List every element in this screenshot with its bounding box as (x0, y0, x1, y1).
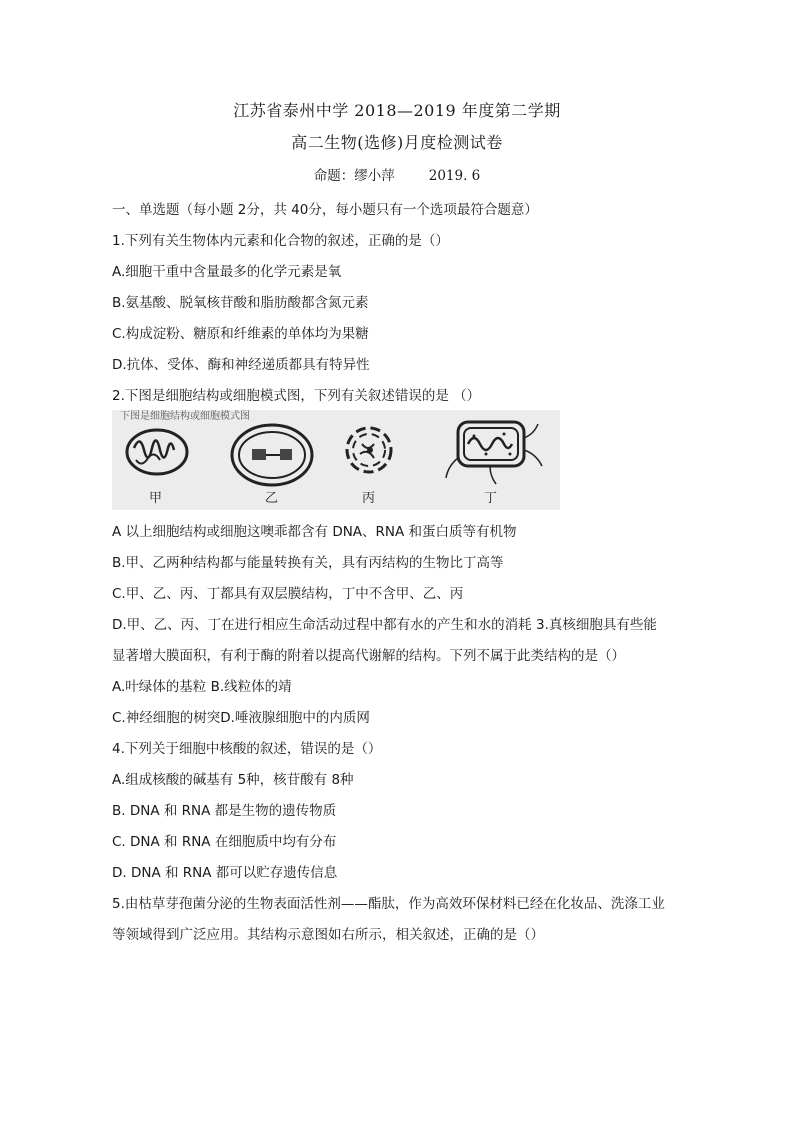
school-term-title: 江苏省泰州中学 2018—2019 年度第二学期 (233, 101, 561, 120)
exam-title: 高二生物(选修)月度检测试卷 (291, 133, 503, 152)
q2-option-b: B.甲、乙两种结构都与能量转换有关，具有丙结构的生物比丁高等 (112, 555, 504, 571)
q3-stem-line2: 显著增大膜面积，有利于酶的附着以提高代谢解的结构。下列不属于此类结构的是（） (112, 648, 625, 664)
q2-option-d-line1: D.甲、乙、丙、丁在进行相应生命活动过程中都有水的产生和水的消耗 3.真核细胞具有些能 (112, 617, 657, 633)
label-ding: 丁 (484, 491, 498, 506)
figure-header-text: 下图是细胞结构或细胞模式图 (120, 411, 250, 422)
section-heading: 一、单选题（每小题 2分，共 40分，每小题只有一个选项最符合题意） (112, 202, 538, 218)
label-jia: 甲 (149, 491, 163, 506)
q4-option-a: A.组成核酸的碱基有 5种，核苷酸有 8种 (112, 772, 354, 788)
q5-stem-line2: 等领域得到广泛应用。其结构示意图如右所示，相关叙述，正确的是（） (112, 927, 544, 943)
chloroplast-diagram (232, 425, 312, 485)
q3-options-cd: C.神经细胞的树突D.唾液腺细胞中的内质网 (112, 710, 370, 726)
author-line (0, 164, 794, 184)
q2-option-a: A 以上细胞结构或细胞这噢乖都含有 DNA、RNA 和蛋白质等有机物 (112, 524, 517, 540)
q4-option-d: D. DNA 和 RNA 都可以贮存遗传信息 (112, 865, 338, 881)
author-name: 命题：缪小萍 (313, 168, 395, 184)
q4-option-b: B. DNA 和 RNA 都是生物的遗传物质 (112, 803, 337, 819)
mitochondrion-diagram (127, 430, 187, 474)
bacterium-diagram (446, 422, 542, 484)
label-bing: 丙 (362, 491, 376, 506)
nucleus-diagram (347, 428, 391, 472)
q3-options-ab: A.叶绿体的基粒 B.线粒体的靖 (112, 679, 292, 695)
q5-stem-line1: 5.由枯草芽孢菌分泌的生物表面活性剂——酯肽，作为高效环保材料已经在化妆品、洗涤工业 (112, 896, 665, 912)
q4-option-c: C. DNA 和 RNA 在细胞质中均有分布 (112, 834, 337, 850)
cell-diagrams (112, 410, 560, 510)
q1-option-a: A.细胞干重中含量最多的化学元素是氧 (112, 264, 342, 280)
q2-stem: 2.下图是细胞结构或细胞模式图，下列有关叙述错误的是 （） (112, 388, 481, 404)
q1-option-b: B.氨基酸、脱氧核苷酸和脂肪酸都含氮元素 (112, 295, 369, 311)
exam-date: 2019. 6 (428, 168, 481, 184)
q1-option-d: D.抗体、受体、酶和神经递质都具有特异性 (112, 357, 370, 373)
q1-stem: 1.下列有关生物体内元素和化合物的叙述，正确的是（） (112, 233, 449, 249)
q1-option-c: C.构成淀粉、糖原和纤维素的单体均为果糖 (112, 326, 369, 342)
cell-structure-figure (112, 410, 560, 510)
q2-option-c: C.甲、乙、丙、丁都具有双层膜结构，丁中不含甲、乙、丙 (112, 586, 464, 602)
label-yi: 乙 (265, 491, 279, 506)
q4-stem: 4.下列关于细胞中核酸的叙述，错误的是（） (112, 741, 382, 757)
